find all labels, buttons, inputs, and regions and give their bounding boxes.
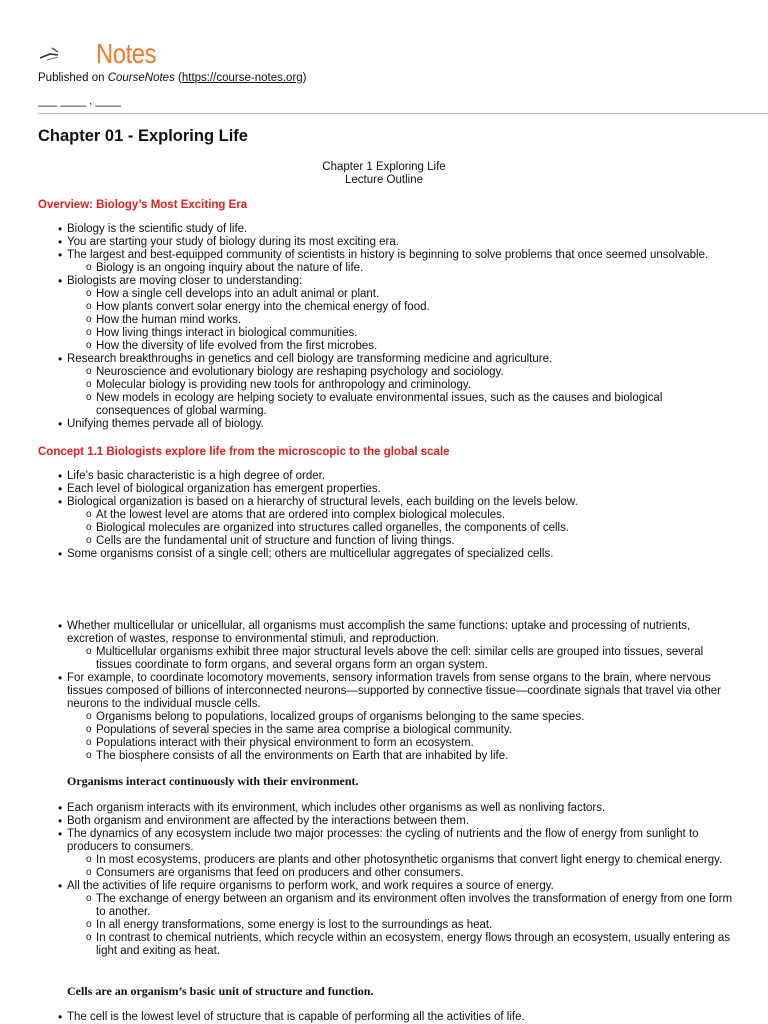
section-concept-1-1 [38,446,738,561]
site-logo[interactable] [38,36,167,70]
list-item: • Both organism and environment are affected by the interactions between them. [38,815,738,828]
overview-list [38,223,738,431]
list-item: o The exchange of energy between an organism and its environment often involves the transformation of energy from one form to another. [38,893,738,919]
list-item: o Multicellular organisms exhibit three major structural levels above the cell: similar cells are grouped into tissues, several tissues coordinate to form organs, and several organs form an organ system. [38,646,738,672]
section-heading: Concept 1.1 Biologists explore life from the microscopic to the global scale [38,446,450,458]
list-item: o Populations interact with their physical environment to form an ecosystem. [38,737,738,750]
section-heading: Organisms interact continuously with their environment. [67,774,359,788]
lecture-heading-line1: Chapter 1 Exploring Life [322,161,446,173]
list-item: • For example, to coordinate locomotory movements, sensory information travels from sense organs to the brain, where nervous tissues composed of billions of interconnected neurons—supported by connective tissue—coordinate signals that travel via other neurons to the individual muscle cells. [38,672,738,711]
list-item: • All the activities of life require organisms to perform work, and work requires a source of energy. [38,880,738,893]
list-item: o Biological molecules are organized into structures called organelles, the components of cells. [38,522,738,535]
list-item: o Molecular biology is providing new tools for anthropology and criminology. [38,379,738,392]
list-item: • The largest and best-equipped community of scientists in history is beginning to solve problems that once seemed unsolvable. [38,249,738,262]
list-item: • Biologists are moving closer to understanding: [38,275,738,288]
cells-list [38,1011,738,1024]
list-item: • Research breakthroughs in genetics and cell biology are transforming medicine and agriculture. [38,353,738,366]
section-functions [38,620,738,763]
list-item: • Some organisms consist of a single cell; others are multicellular aggregates of specialized cells. [38,548,738,561]
logo-text: Notes [96,37,157,69]
list-item: • Biology is the scientific study of life. [38,223,738,236]
list-item: o In most ecosystems, producers are plants and other photosynthetic organisms that convert light energy to chemical energy. [38,854,738,867]
list-item: • Whether multicellular or unicellular, all organisms must accomplish the same functions: uptake and processing of nutrients, excretion of wastes, response to environmental stimuli, and reproduction. [38,620,738,646]
list-item: o How a single cell develops into an adult animal or plant. [38,288,738,301]
divider [38,113,768,114]
lecture-heading [0,161,768,187]
section-heading: Overview: Biology’s Most Exciting Era [38,199,248,211]
list-item: o Cells are the fundamental unit of structure and function of living things. [38,535,738,548]
list-item: o How living things interact in biological communities. [38,327,738,340]
list-item: o Neuroscience and evolutionary biology are reshaping psychology and sociology. [38,366,738,379]
list-item: o How plants convert solar energy into the chemical energy of food. [38,301,738,314]
list-item: • Each organism interacts with its environment, which includes other organisms as well as nonliving factors. [38,802,738,815]
logo-mark-icon [38,42,72,62]
section-overview [38,199,738,431]
section-heading: Cells are an organism’s basic unit of structure and function. [67,984,374,998]
section-cells [38,985,738,1024]
list-item: o In contrast to chemical nutrients, which recycle within an ecosystem, energy flows through an ecosystem, usually entering as light and exiting as heat. [38,932,738,958]
environment-list [38,802,738,958]
blank-line: ___ ____ , ____ [38,95,122,107]
list-item: o Populations of several species in the same area comprise a biological community. [38,724,738,737]
list-item: o New models in ecology are helping society to evaluate environmental issues, such as the causes and biological consequences of global warming. [38,392,738,418]
list-item: • The dynamics of any ecosystem include two major processes: the cycling of nutrients and the flow of energy from sunlight to producers to consumers. [38,828,738,854]
published-prefix: Published on [38,72,108,84]
list-item: o Organisms belong to populations, localized groups of organisms belonging to the same species. [38,711,738,724]
list-item: o Biology is an ongoing inquiry about the nature of life. [38,262,738,275]
page-title: Chapter 01 - Exploring Life [38,127,248,145]
lecture-heading-line2: Lecture Outline [345,174,423,186]
section-environment [38,775,738,958]
published-url-link[interactable]: https://course-notes.org [181,72,303,84]
list-item: • Unifying themes pervade all of biology. [38,418,738,431]
list-item: • Biological organization is based on a hierarchy of structural levels, each building on the levels below. [38,496,738,509]
list-item: • The cell is the lowest level of structure that is capable of performing all the activities of life. [38,1011,738,1024]
list-item: o At the lowest level are atoms that are ordered into complex biological molecules. [38,509,738,522]
functions-list [38,620,738,763]
list-item: • Each level of biological organization has emergent properties. [38,483,738,496]
list-item: • You are starting your study of biology during its most exciting era. [38,236,738,249]
list-item: o How the diversity of life evolved from the first microbes. [38,340,738,353]
list-item: o How the human mind works. [38,314,738,327]
list-item: o The biosphere consists of all the environments on Earth that are inhabited by life. [38,750,738,763]
list-item: • Life’s basic characteristic is a high degree of order. [38,470,738,483]
concept-list [38,470,738,561]
published-line: Published on CourseNotes (https://course-notes.org) [38,72,307,84]
published-site: CourseNotes [107,72,175,84]
list-item: o In all energy transformations, some energy is lost to the surroundings as heat. [38,919,738,932]
list-item: o Consumers are organisms that feed on producers and other consumers. [38,867,738,880]
